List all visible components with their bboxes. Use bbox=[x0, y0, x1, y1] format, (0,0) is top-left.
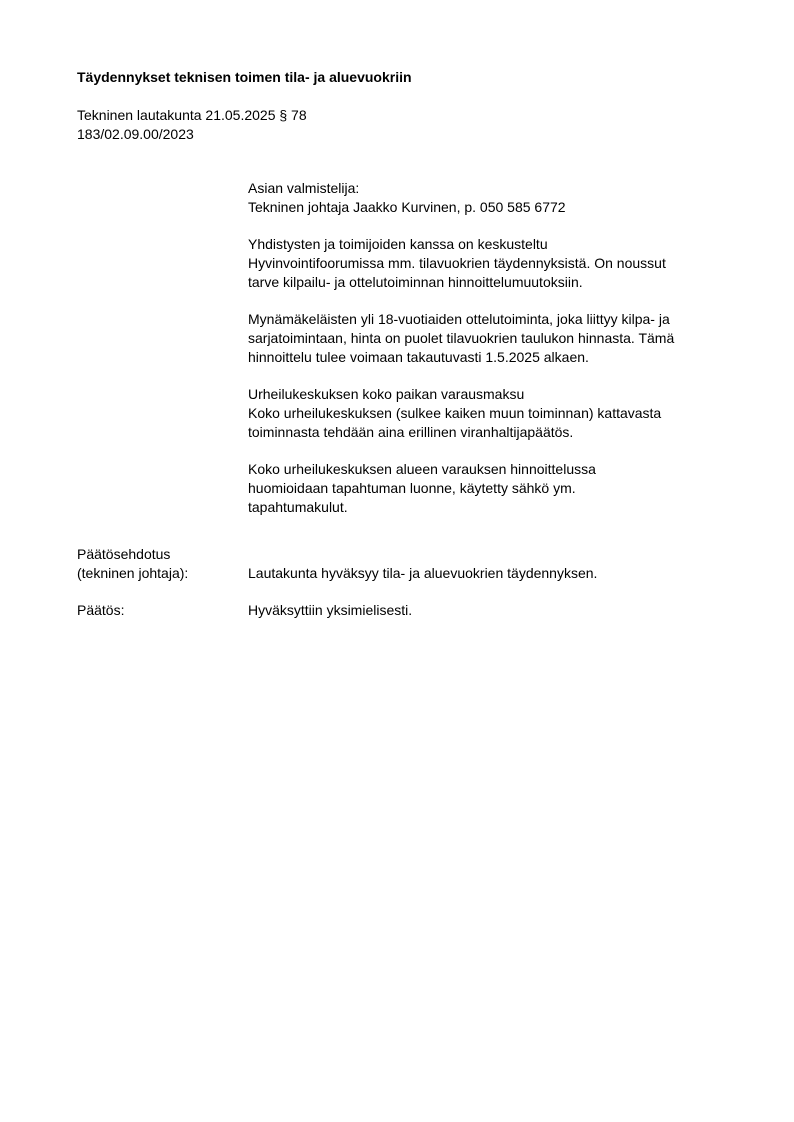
paragraph-line: Koko urheilukeskuksen alueen varauksen hinnoittelussa bbox=[248, 461, 596, 477]
decision-text: Hyväksyttiin yksimielisesti. bbox=[248, 602, 413, 618]
preparer-name: Tekninen johtaja Jaakko Kurvinen, p. 050 585 6772 bbox=[248, 199, 566, 215]
document-title: Täydennykset teknisen toimen tila- ja aluevuokriin bbox=[77, 69, 412, 85]
paragraph-line: Hyvinvointifoorumissa mm. tilavuokrien täydennyksistä. On noussut bbox=[248, 255, 666, 271]
decision-section bbox=[77, 545, 757, 620]
record-number: 183/02.09.00/2023 bbox=[77, 126, 194, 142]
proposal-text: Lautakunta hyväksyy tila- ja aluevuokrien täydennyksen. bbox=[248, 565, 598, 581]
paragraph-line: Urheilukeskuksen koko paikan varausmaksu bbox=[248, 386, 525, 402]
paragraph-line: hinnoittelu tulee voimaan takautuvasti 1.5.2025 alkaen. bbox=[248, 349, 589, 365]
paragraph-line: Yhdistysten ja toimijoiden kanssa on keskusteltu bbox=[248, 236, 548, 252]
paragraph-line: sarjatoimintaan, hinta on puolet tilavuokrien taulukon hinnasta. Tämä bbox=[248, 330, 675, 346]
case-body bbox=[248, 179, 748, 517]
preparer-label: Asian valmistelija: bbox=[248, 180, 360, 196]
paragraph-line: Koko urheilukeskuksen (sulkee kaiken muun toiminnan) kattavasta bbox=[248, 405, 662, 421]
paragraph-line: tarve kilpailu- ja ottelutoiminnan hinnoittelumuutoksiin. bbox=[248, 274, 583, 290]
paragraph-line: huomioidaan tapahtuman luonne, käytetty sähkö ym. bbox=[248, 480, 576, 496]
paragraph bbox=[248, 310, 748, 367]
paragraph-line: Mynämäkeläisten yli 18-vuotiaiden ottelutoiminta, joka liittyy kilpa- ja bbox=[248, 311, 670, 327]
proposal-author-label: (tekninen johtaja): bbox=[77, 565, 189, 581]
paragraph-line: toiminnasta tehdään aina erillinen viranhaltijapäätös. bbox=[248, 424, 574, 440]
paragraph-line: tapahtumakulut. bbox=[248, 499, 348, 515]
proposal-row bbox=[77, 564, 757, 583]
paragraph bbox=[248, 385, 748, 442]
paragraph bbox=[248, 460, 748, 517]
meeting-info bbox=[77, 106, 307, 144]
meeting-line: Tekninen lautakunta 21.05.2025 § 78 bbox=[77, 107, 307, 123]
proposal-label: Päätösehdotus bbox=[77, 546, 171, 562]
decision-label: Päätös: bbox=[77, 602, 125, 618]
paragraph bbox=[248, 235, 748, 292]
proposal-label-row bbox=[77, 545, 757, 564]
decision-row bbox=[77, 601, 757, 620]
